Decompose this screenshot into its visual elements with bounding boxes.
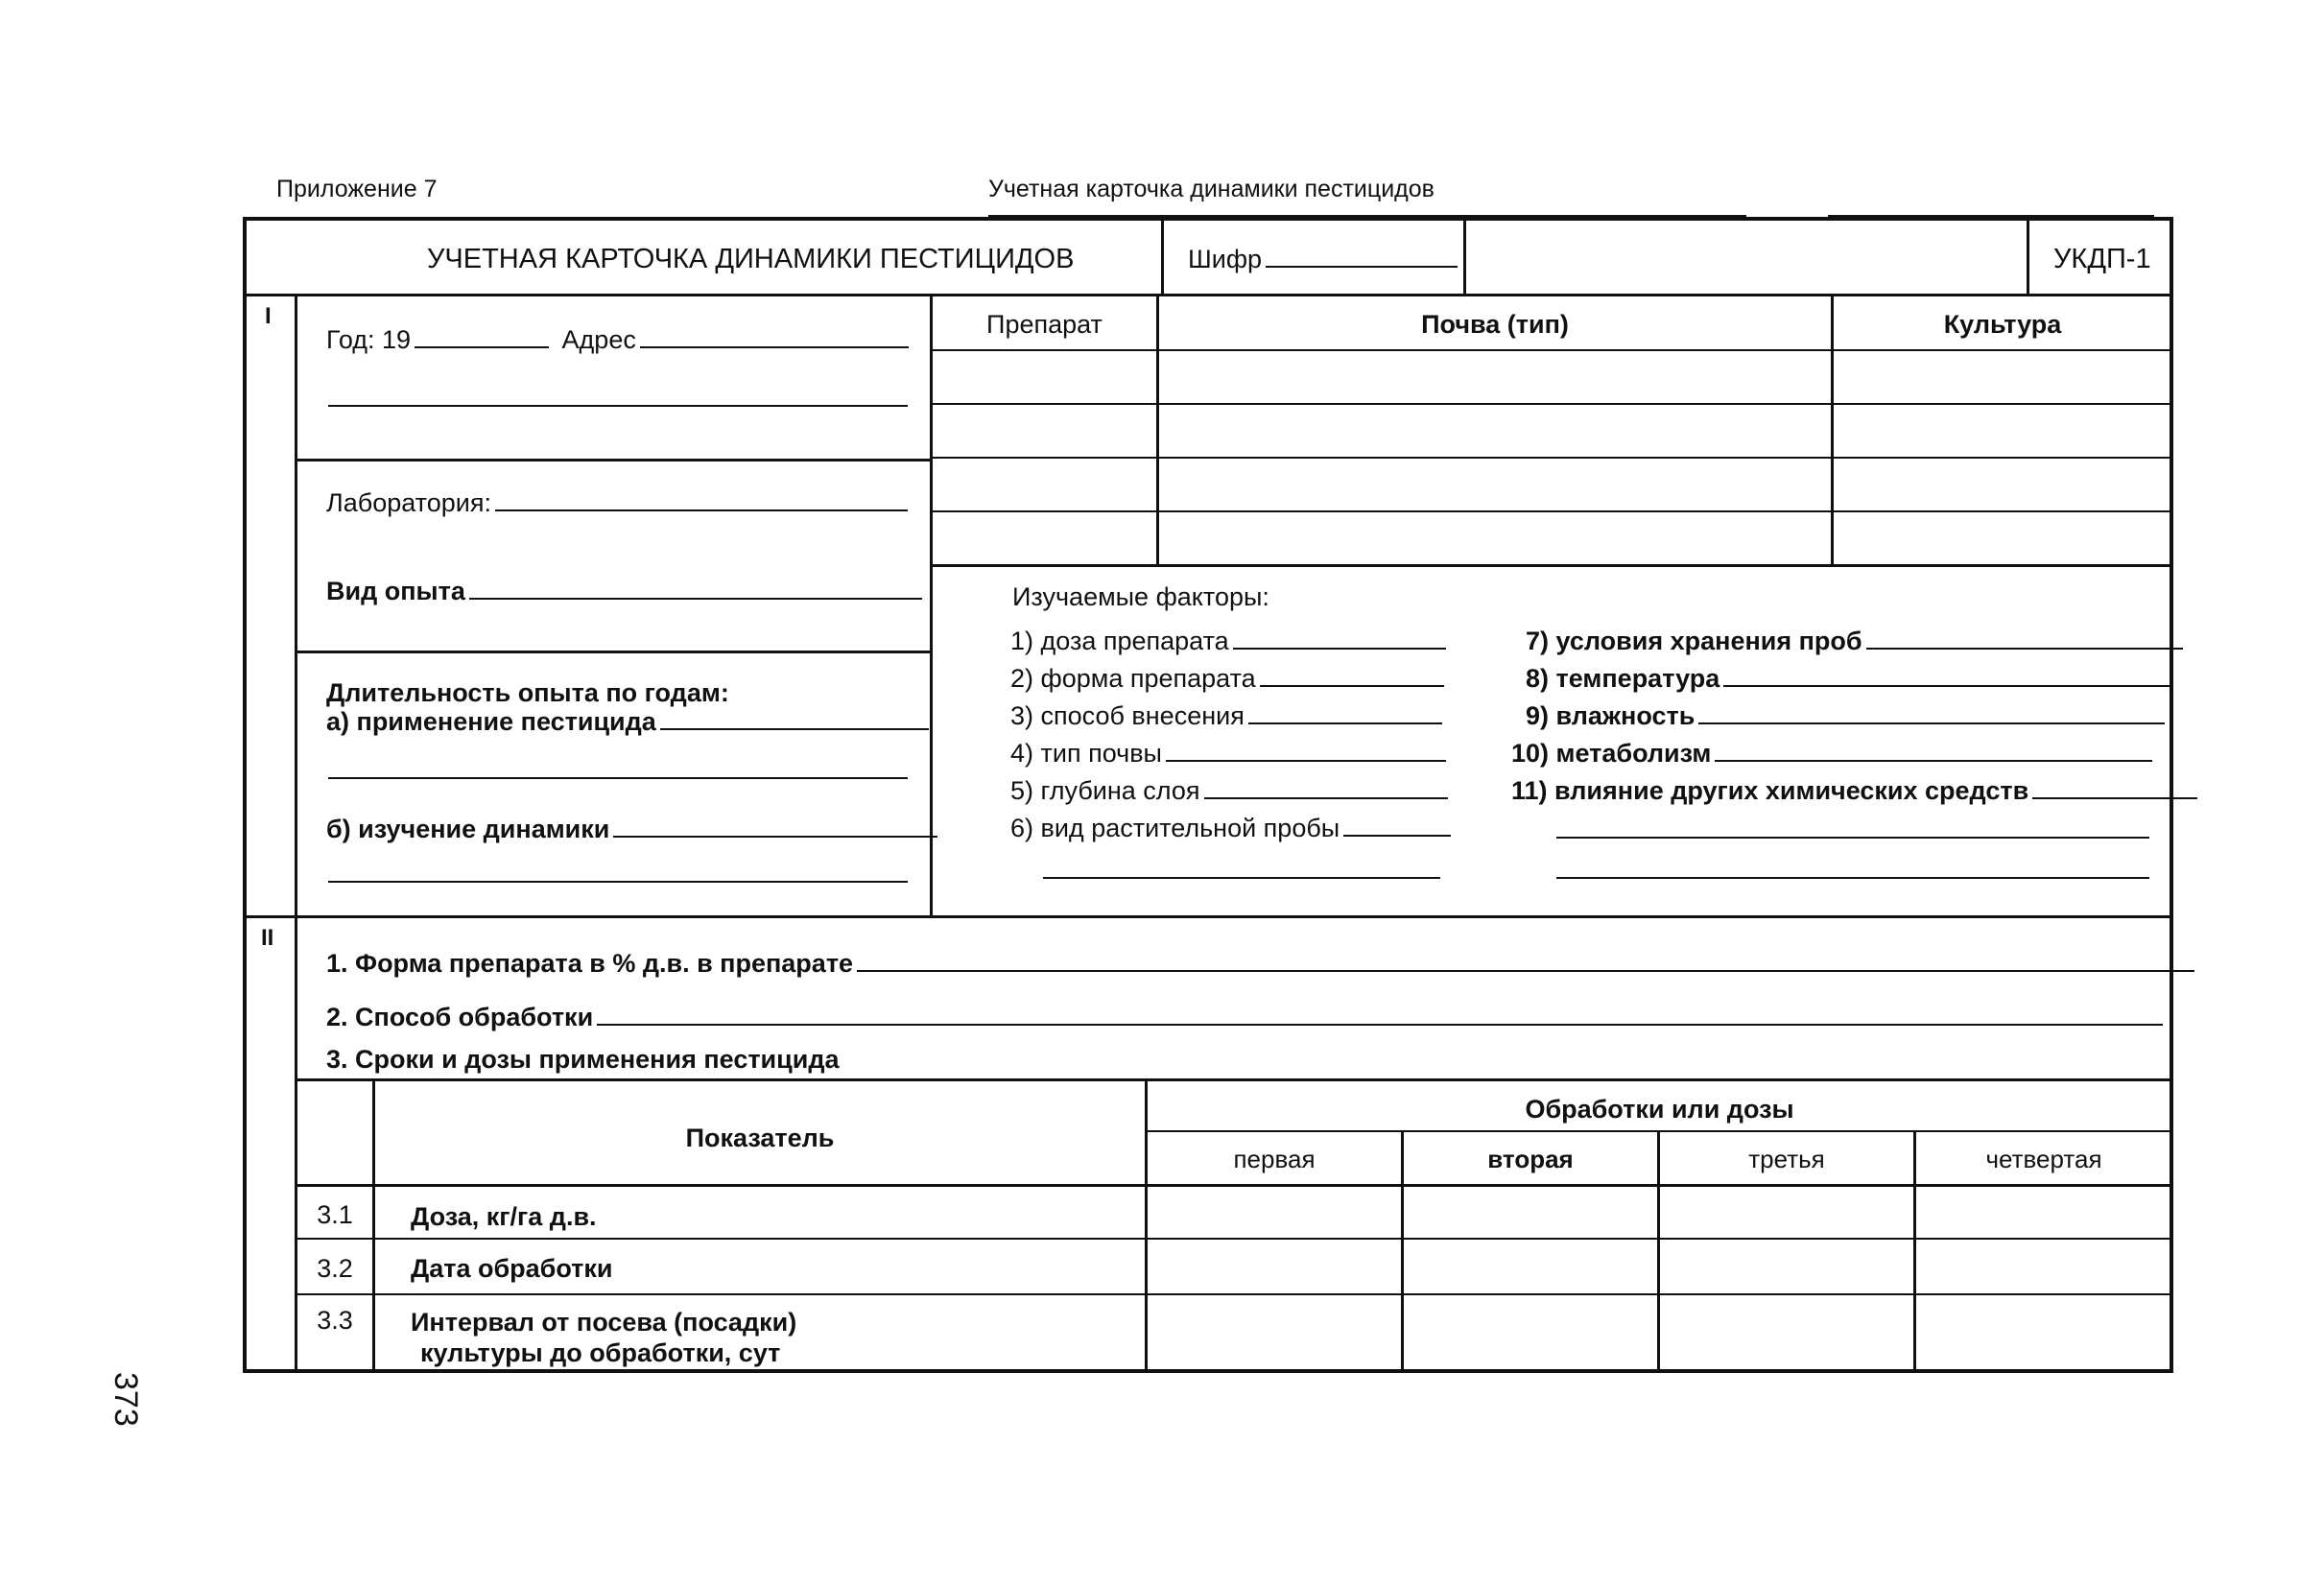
treatment-third: третья [1748, 1145, 1825, 1173]
card-code: УКДП-1 [2053, 244, 2151, 274]
grid-row-line-1 [932, 349, 2171, 351]
factor-7: 7) условия хранения проб [1526, 626, 2183, 656]
row-3-2-num: 3.2 [317, 1254, 353, 1283]
dose-table-row-line-2 [296, 1293, 2171, 1295]
section-1-numeral: I [265, 303, 272, 329]
grid-row-line-2 [932, 403, 2171, 405]
dose-table-header-bottom [296, 1184, 2171, 1187]
section-divider [245, 915, 2171, 918]
cipher-label: Шифр [1188, 244, 1458, 274]
treatment-fourth: четвертая [1985, 1145, 2102, 1173]
row-3-3-label-cont: культуры до обработки, сут [420, 1338, 781, 1367]
factor-10: 10) метаболизм [1511, 738, 2152, 769]
factors-heading: Изучаемые факторы: [1012, 582, 1269, 611]
duration-b-blank-line [328, 881, 908, 883]
factor-8: 8) температура [1526, 663, 2170, 694]
grid-row-line-4 [932, 510, 2171, 512]
factor-11: 11) влияние других химических средств [1511, 775, 2197, 806]
card-title: УЧЕТНАЯ КАРТОЧКА ДИНАМИКИ ПЕСТИЦИДОВ [427, 244, 1075, 274]
item-1-line: 1. Форма препарата в % д.в. в препарате [326, 948, 2194, 979]
page-number: 373 [107, 1372, 144, 1427]
factors-right-blank-line-1 [1556, 837, 2149, 839]
row-3-1-label: Доза, кг/га д.в. [411, 1202, 597, 1231]
header-crop: Культура [1943, 310, 2062, 339]
left-block-divider-1 [296, 459, 930, 462]
factor-5: 5) глубина слоя [1010, 775, 1448, 806]
factor-1: 1) доза препарата [1010, 626, 1446, 656]
dose-table-row-line-1 [296, 1238, 2171, 1240]
row-3-1-num: 3.1 [317, 1200, 353, 1229]
factors-right-blank-line-2 [1556, 877, 2149, 879]
grid-bottom-line [932, 564, 2171, 567]
factor-4: 4) тип почвы [1010, 738, 1446, 769]
running-title: Учетная карточка динамики пестицидов [988, 176, 1435, 202]
factor-6: 6) вид растительной пробы [1010, 813, 1451, 843]
year-address-line: Год: 19 Адрес [326, 324, 909, 355]
duration-a-blank-line [328, 777, 908, 779]
factor-3: 3) способ внесения [1010, 700, 1442, 731]
row-3-3-label: Интервал от посева (посадки) [411, 1308, 797, 1337]
grid-row-line-3 [932, 457, 2171, 459]
dose-table-top [296, 1078, 2171, 1081]
duration-heading: Длительность опыта по годам: [326, 678, 729, 707]
title-divider-3 [2027, 219, 2029, 294]
title-row-bottom [245, 294, 2171, 296]
right-grid-divider [930, 294, 933, 915]
title-divider-2 [1463, 219, 1466, 294]
section-2-numeral: II [261, 925, 274, 951]
treatments-header: Обработки или дозы [1525, 1095, 1794, 1124]
treatment-second: вторая [1487, 1145, 1574, 1173]
item-3-line: 3. Сроки и дозы применения пестицида [326, 1045, 840, 1074]
factors-left-blank-line [1043, 877, 1440, 879]
factor-2: 2) форма препарата [1010, 663, 1444, 694]
duration-b-line: б) изучение динамики [326, 814, 937, 844]
item-2-line: 2. Способ обработки [326, 1002, 2163, 1032]
address-blank-line [328, 405, 908, 407]
experiment-type-line: Вид опыта [326, 576, 922, 606]
indicator-header: Показатель [685, 1124, 835, 1152]
row-3-2-label: Дата обработки [411, 1254, 613, 1283]
treatment-first: первая [1233, 1145, 1316, 1173]
left-block-divider-2 [296, 651, 930, 653]
laboratory-line: Лаборатория: [326, 487, 908, 518]
header-preparation: Препарат [986, 310, 1103, 339]
title-divider-1 [1161, 219, 1164, 294]
row-3-3-num: 3.3 [317, 1306, 353, 1335]
appendix-label: Приложение 7 [276, 176, 438, 202]
header-soil-type: Почва (тип) [1421, 310, 1569, 339]
factor-9: 9) влажность [1526, 700, 2165, 731]
duration-a-line: а) применение пестицида [326, 706, 929, 737]
